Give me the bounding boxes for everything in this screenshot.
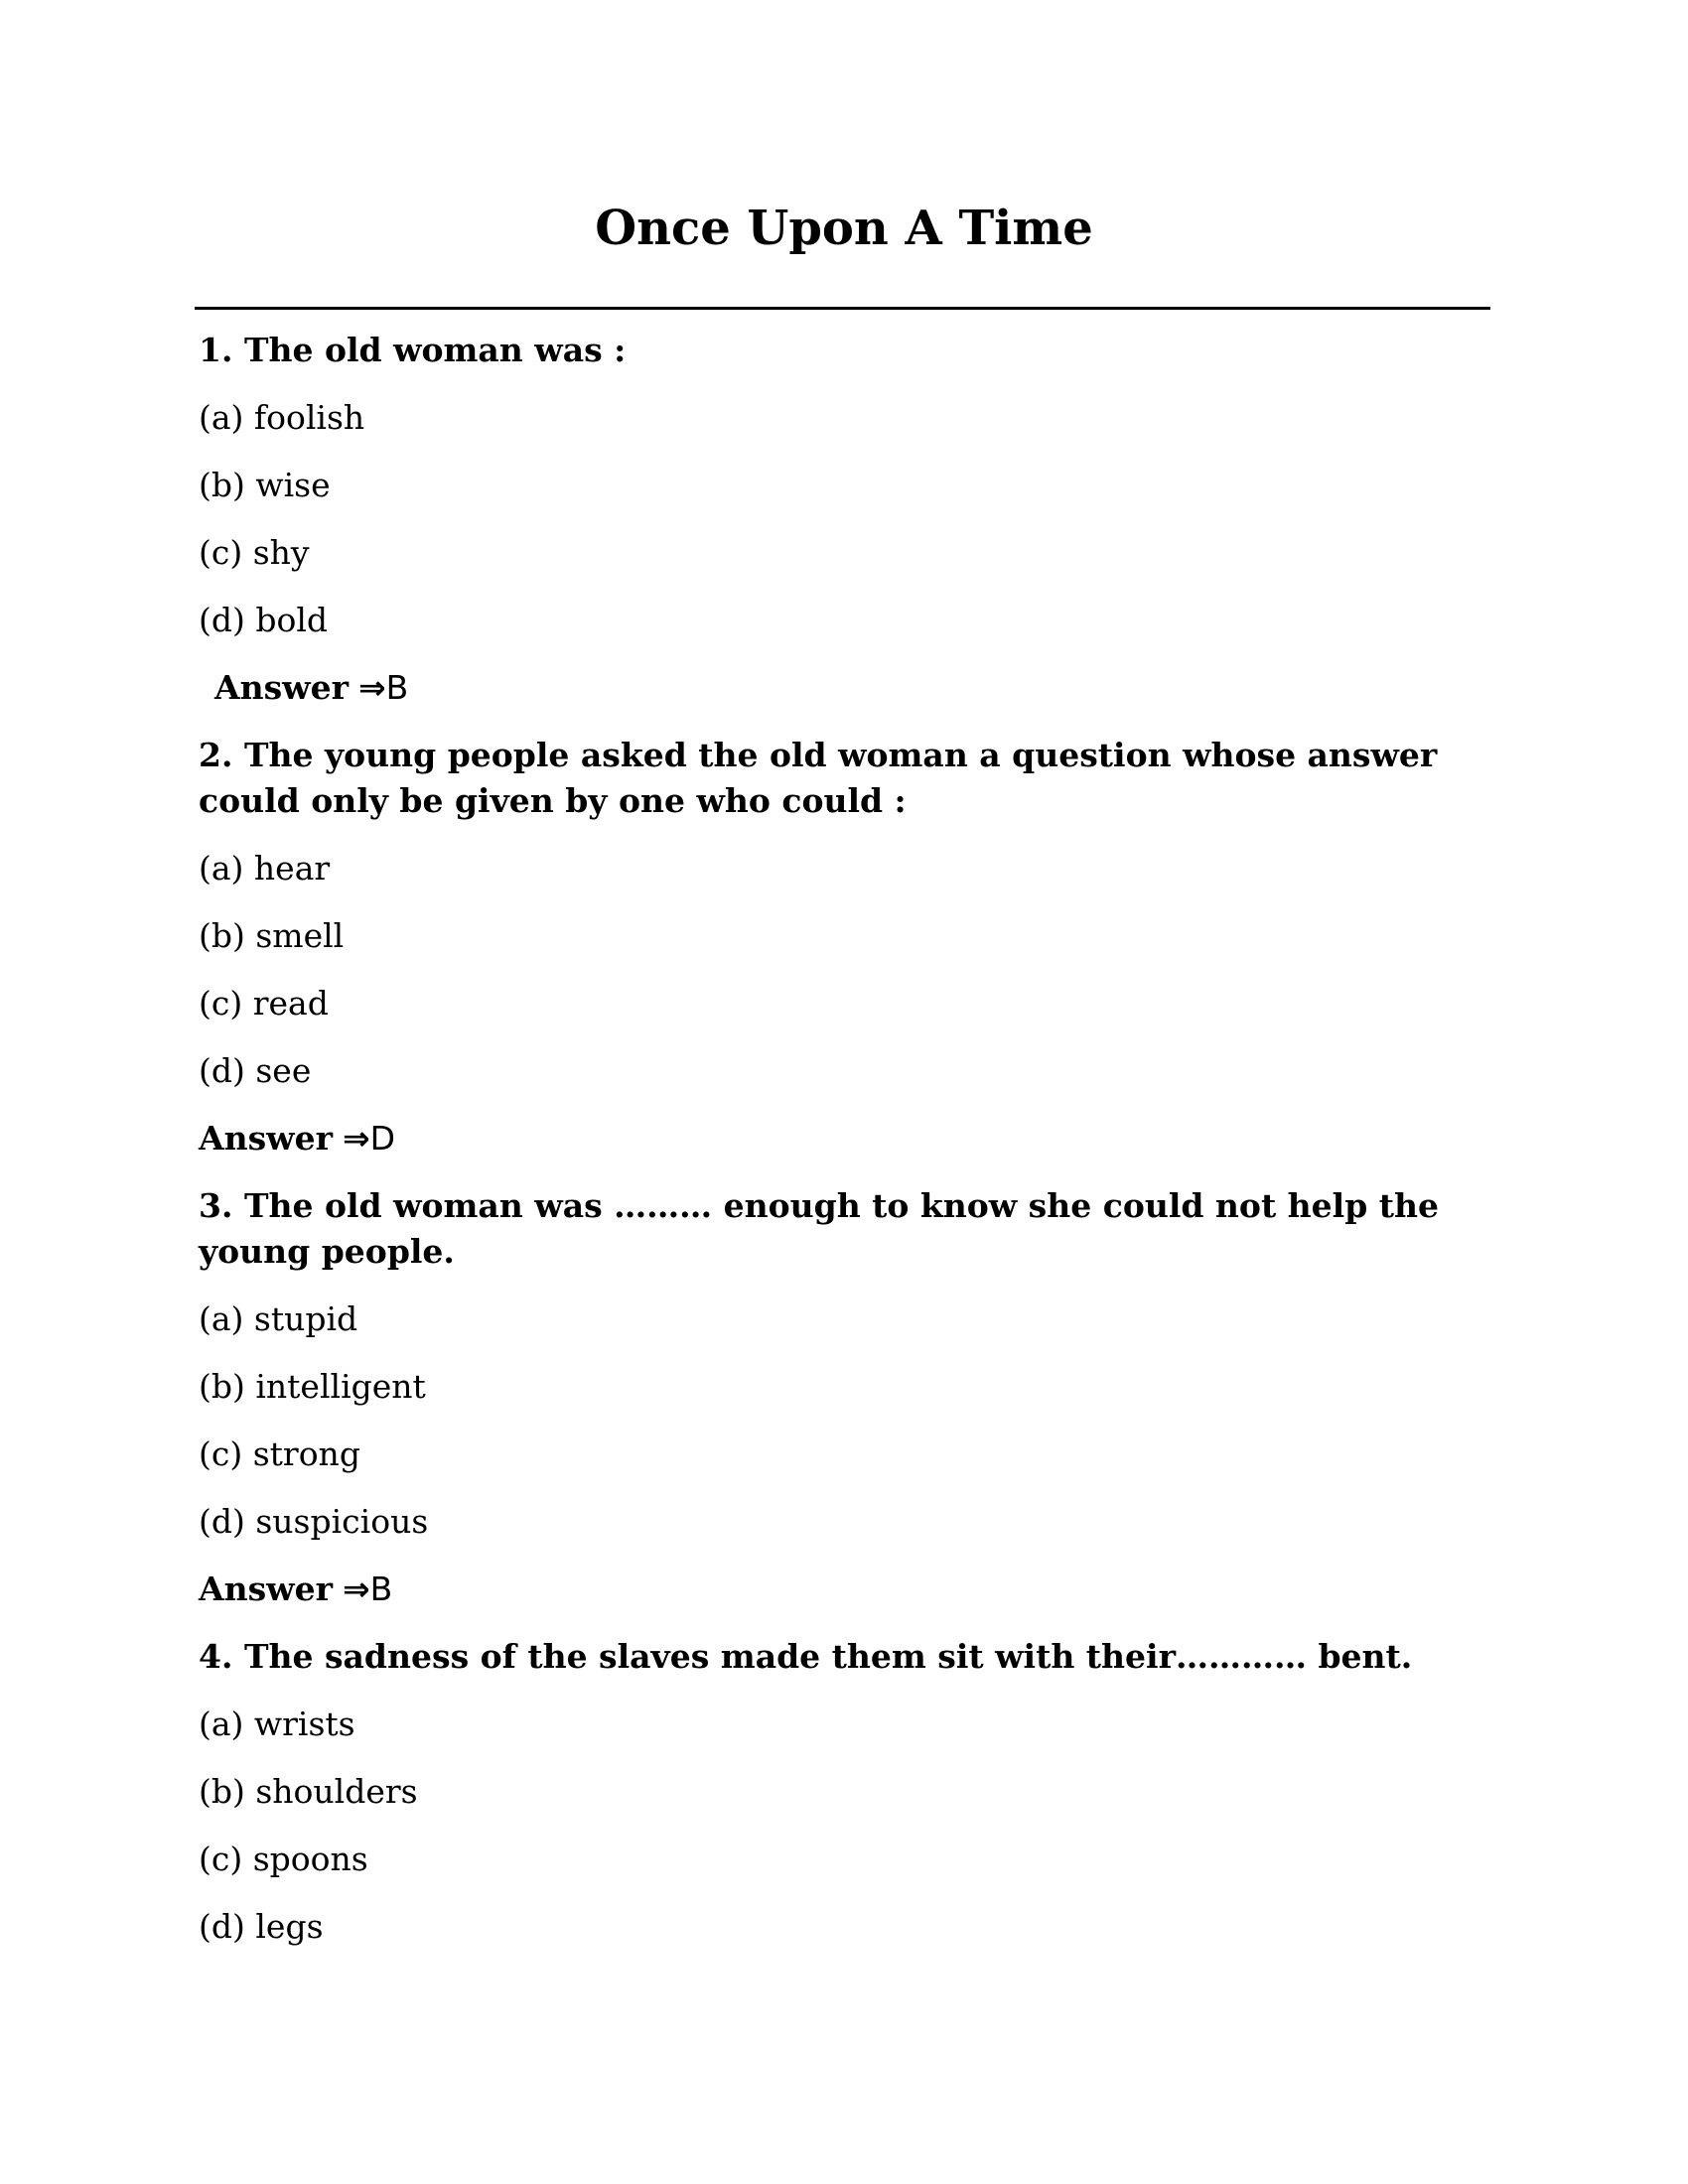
option-b: (b) wise (199, 466, 331, 504)
option-a: (a) wrists (199, 1705, 355, 1743)
option-a: (a) stupid (199, 1299, 358, 1338)
option-d: (d) legs (199, 1907, 324, 1946)
option-c: (c) shy (199, 533, 310, 572)
question-list (199, 328, 1489, 1972)
answer-label: Answer (214, 668, 349, 707)
option-b: (b) smell (199, 916, 345, 955)
option-b: (b) shoulders (199, 1772, 418, 1811)
question-2 (199, 733, 1489, 1161)
question-1 (199, 328, 1489, 711)
answer-value: B (385, 668, 409, 707)
question-4 (199, 1634, 1489, 1950)
answer-line (199, 1567, 1489, 1612)
option-a: (a) hear (199, 849, 331, 887)
answer-arrow-icon: ⇒ (357, 668, 386, 707)
question-text: 2. The young people asked the old woman a question whose answer could only be given by one who could : (199, 736, 1438, 820)
answer-line (199, 665, 1489, 711)
answer-label: Answer (199, 1119, 333, 1158)
option-b: (b) intelligent (199, 1367, 426, 1406)
option-c: (c) spoons (199, 1840, 368, 1878)
option-a: (a) foolish (199, 398, 365, 437)
answer-arrow-icon: ⇒ (342, 1119, 370, 1158)
option-c: (c) read (199, 984, 329, 1023)
option-d: (d) suspicious (199, 1502, 429, 1541)
option-c: (c) strong (199, 1434, 360, 1473)
question-text: 1. The old woman was : (199, 331, 627, 369)
page-title: Once Upon A Time (595, 201, 1093, 256)
answer-label: Answer (199, 1570, 333, 1608)
question-text: 3. The old woman was ……… enough to know she could not help the young people. (199, 1186, 1439, 1271)
answer-value: B (369, 1570, 393, 1608)
option-d: (d) bold (199, 601, 329, 639)
question-text: 4. The sadness of the slaves made them sit with their………… bent. (199, 1637, 1413, 1676)
title-divider (195, 307, 1490, 310)
answer-line (199, 1116, 1489, 1161)
option-d: (d) see (199, 1051, 312, 1090)
answer-value: D (369, 1119, 396, 1158)
answer-arrow-icon: ⇒ (342, 1570, 370, 1608)
question-3 (199, 1183, 1489, 1612)
